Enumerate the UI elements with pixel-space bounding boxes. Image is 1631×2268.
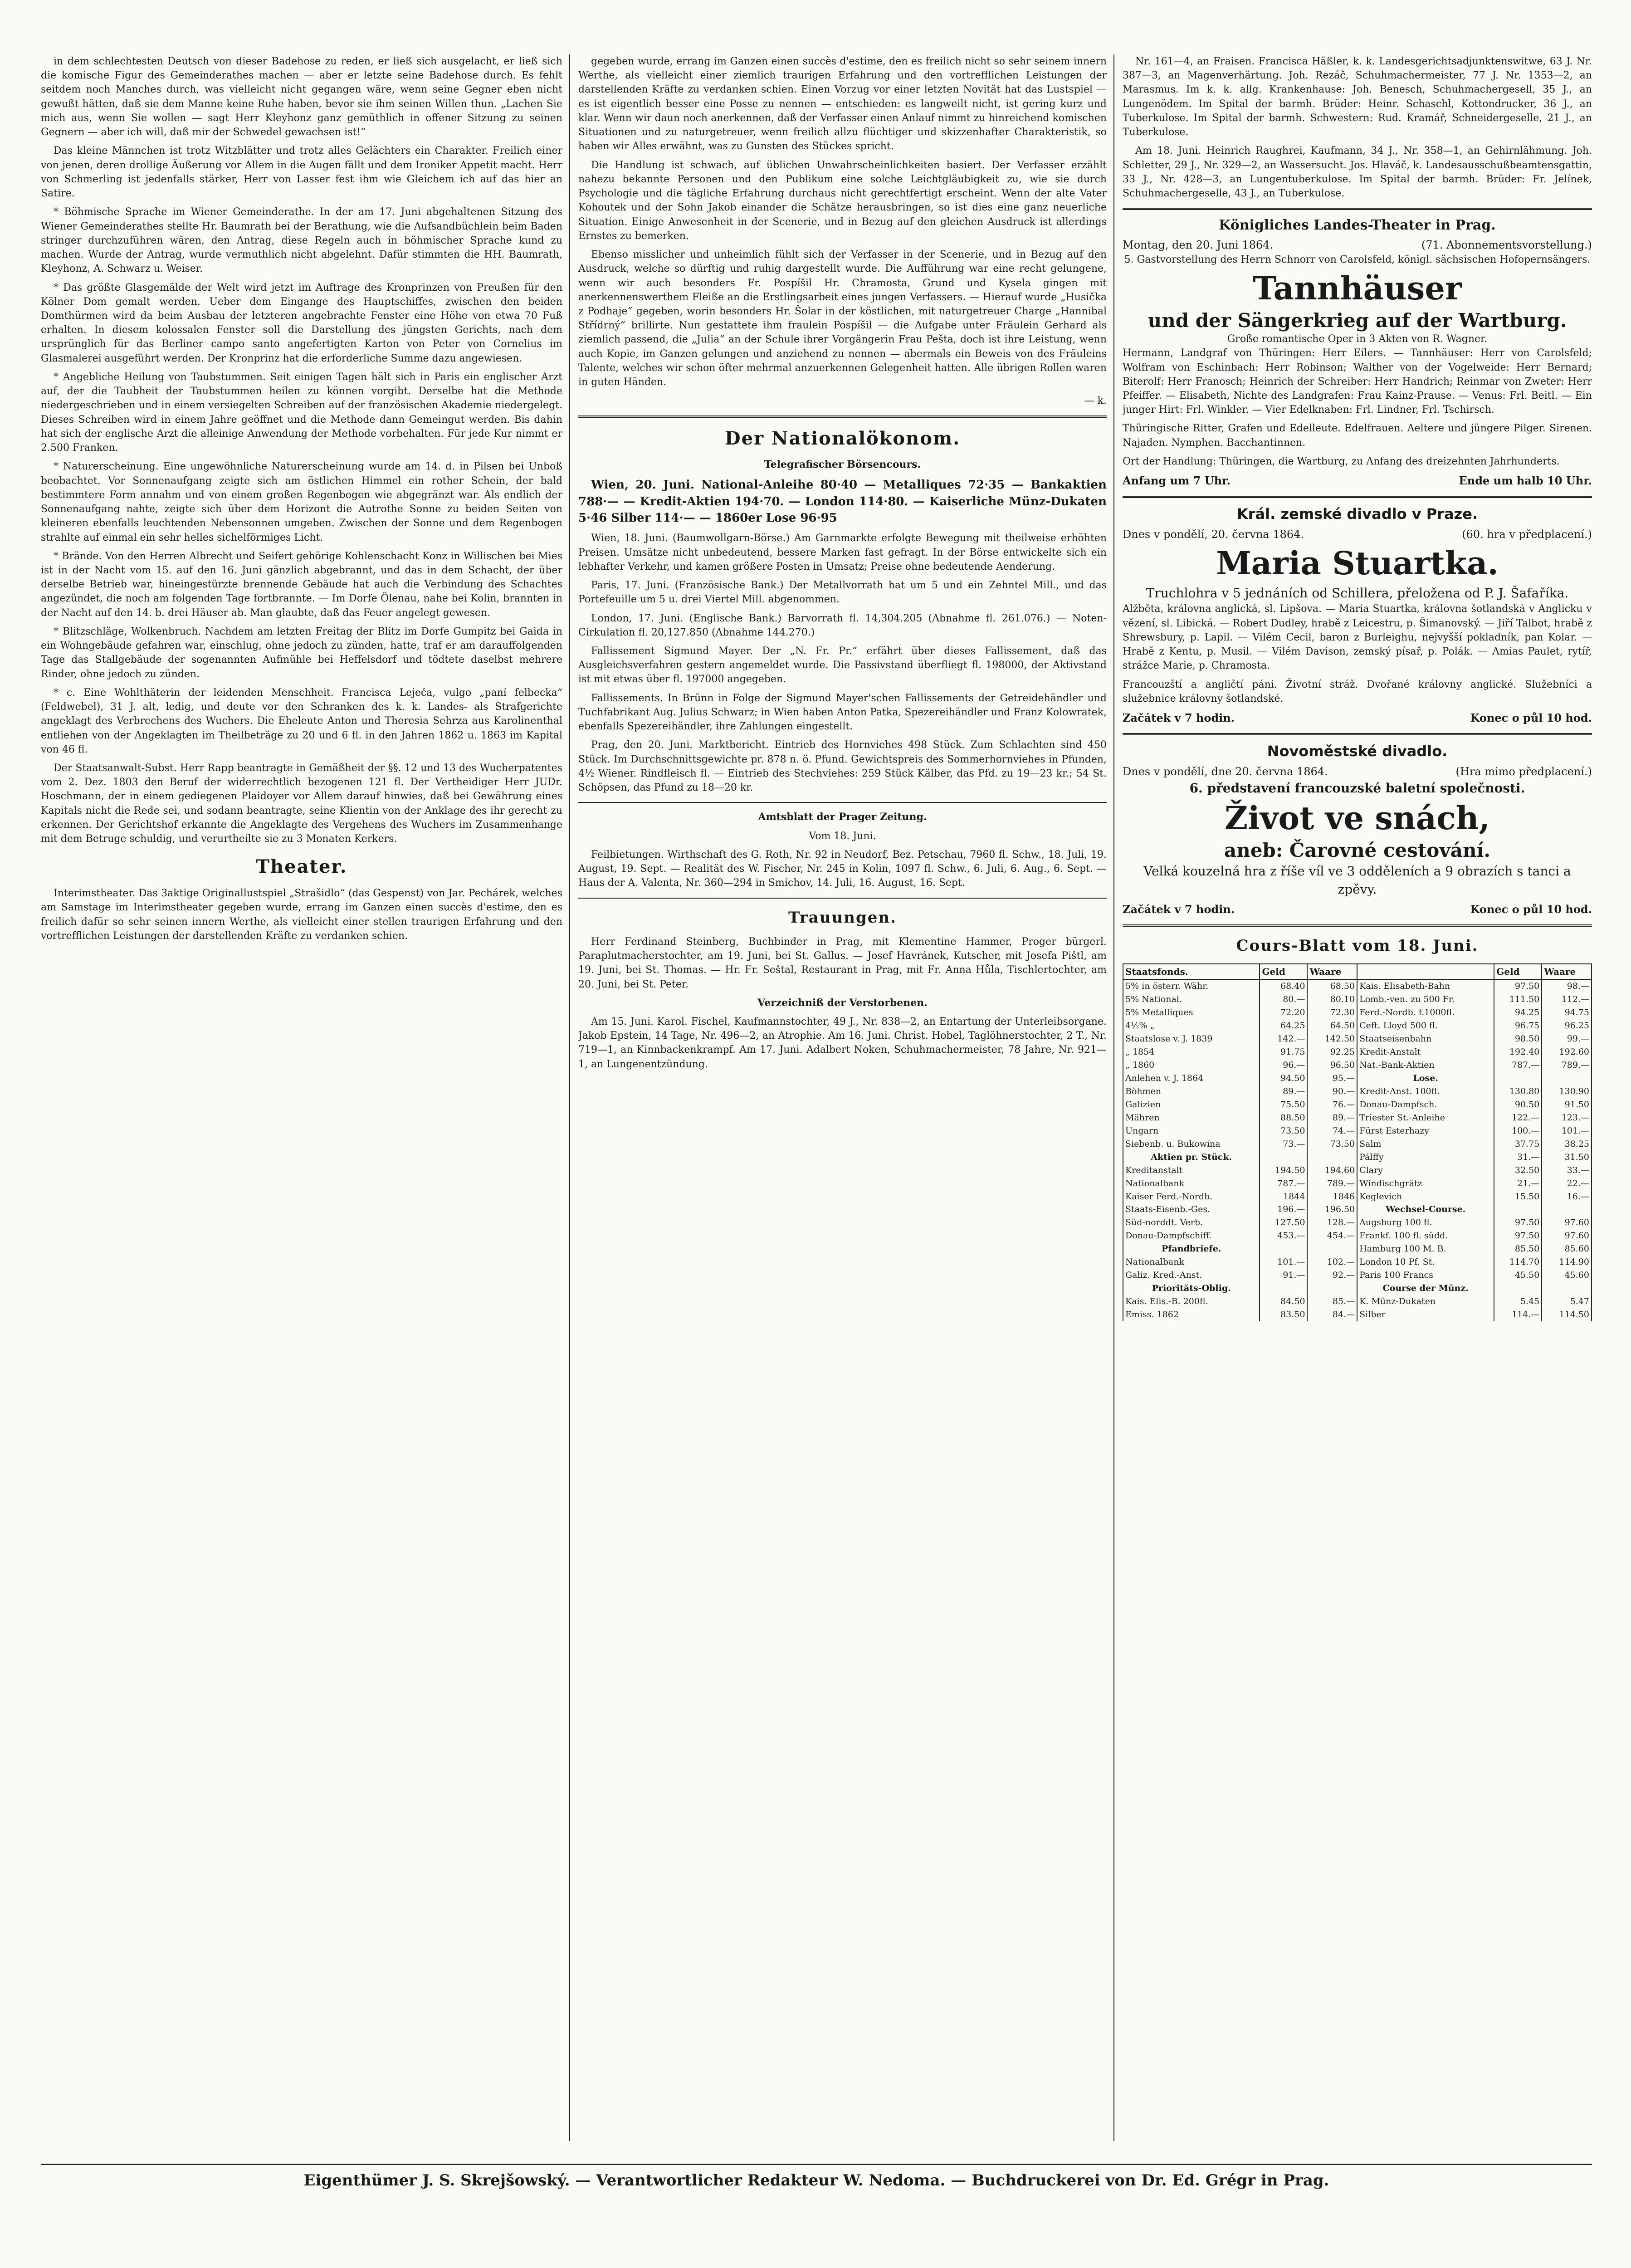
article-paragraph: * Naturerscheinung. Eine ungewöhnliche Naturerscheinung wurde am 14. d. in Pilsen bei Unboß beobachtet. Vor Sonnenaufgang zeigte sich am östlichen Himmel ein rother Schein, der bald bestimmtere Form annahm und von einem großen Regenbogen wie abgegränzt war. Als endlich der Sonnenaufgang nahte, zeigte sich über dem Horizont die Autrothe Sonne zu beiden Seiten von kleineren ebenfalls leuchtenden Nebensonnen umgeben. Zwischen der Sonne und dem Regenbogen strahlte auf einmal ein sehr helles sichelförmiges Licht. — [41, 461, 562, 543]
table-cell: 192.40 — [1494, 1046, 1542, 1059]
table-row — [1123, 1111, 1592, 1124]
table-cell: 83.50 — [1260, 1308, 1307, 1321]
table-cell: 72.20 — [1260, 1006, 1307, 1019]
table-cell: 96.75 — [1494, 1019, 1542, 1032]
article-paragraph: Prag, den 20. Juni. Marktbericht. Eintrieb des Hornviehes 498 Stück. Zum Schlachten sind 450 Stück. Im Durchschnittsgewichte pr. 878 n. ö. Pfund. Gewichtspreis des Sommerhornviehes in Pfunden, 4½ Wiener. Rindfleisch fl. — Eintrieb des Stechviehes: 259 Stück Kälber, das Pfd. zu 19—23 kr.; 54 St. Schöpsen, das Pfund zu 18—20 kr. — [578, 739, 1107, 794]
table-cell: 97.50 — [1494, 1229, 1542, 1242]
table-cell: Lose. — [1357, 1072, 1494, 1085]
column-rule — [569, 54, 570, 2141]
table-cell — [1494, 1282, 1542, 1295]
table-cell: 76.— — [1307, 1098, 1357, 1111]
ad-title: Život ve snách, — [1225, 799, 1490, 837]
table-cell: 454.— — [1307, 1229, 1357, 1242]
ad-desc: Große romantische Oper in 3 Akten von R. Wagner. — [1227, 333, 1488, 345]
table-header: Geld — [1260, 964, 1307, 979]
table-row — [1123, 1282, 1592, 1295]
table-cell: 45.60 — [1542, 1269, 1592, 1282]
subheading: Telegrafischer Börsencours. — [764, 459, 921, 471]
table-cell: Kais. Elis.-B. 200fl. — [1123, 1295, 1260, 1308]
table-cell: 130.80 — [1494, 1085, 1542, 1098]
table-cell: 122.— — [1494, 1111, 1542, 1124]
table-cell: Hamburg 100 M. B. — [1357, 1242, 1494, 1256]
table-row — [1123, 1269, 1592, 1282]
advert-tannhauser — [1123, 217, 1592, 489]
table-row — [1123, 993, 1592, 1006]
advert-maria-stuartka — [1123, 505, 1592, 726]
article-paragraph: Fallissement Sigmund Mayer. Der „N. Fr. Pr.“ erfährt über dieses Fallissement, daß das Ausgleichsverfahren gestern angemeldet wurde. Die Passivstand überfliegt fl. 198000, der Aktivstand ist mit etwas über fl. 197000 angegeben. — [578, 645, 1107, 685]
table-cell: 73.50 — [1260, 1124, 1307, 1138]
table-cell — [1260, 1151, 1307, 1164]
table-cell: 97.60 — [1542, 1216, 1592, 1229]
table-cell: 94.75 — [1542, 1006, 1592, 1019]
table-cell: 96.25 — [1542, 1019, 1592, 1032]
table-row — [1123, 1256, 1592, 1269]
table-cell: 1846 — [1307, 1190, 1357, 1203]
table-cell: Donau-Dampfsch. — [1357, 1098, 1494, 1111]
table-cell: 89.— — [1307, 1111, 1357, 1124]
table-cell: 96.— — [1260, 1059, 1307, 1072]
article-paragraph: * Blitzschläge, Wolkenbruch. Nachdem am letzten Freitag der Blitz im Dorfe Gumpitz bei Gaida in ein Wohngebäude gefahren war, einschlug, ohne jedoch zu zünden, hatte, traf er am darauffolgenden Tage das Stallgebäude der sogenannten Aufmühle bei Heffelsdorf und tödtete daselbst mehrere Rinder, ohne jedoch zu zünden. — [41, 626, 562, 680]
ad-place: Ort der Handlung: Thüringen, die Wartburg, zu Anfang des dreizehnten Jahrhunderts. — [1123, 455, 1560, 467]
table-cell: 5.45 — [1494, 1295, 1542, 1308]
table-cell: Keglevich — [1357, 1190, 1494, 1203]
divider — [578, 802, 1107, 803]
table-cell: „ 1854 — [1123, 1046, 1260, 1059]
ad-abo: (Hra mimo předplacení.) — [1455, 765, 1592, 778]
table-cell: 91.75 — [1260, 1046, 1307, 1059]
table-cell: 453.— — [1260, 1229, 1307, 1242]
table-cell — [1542, 1203, 1592, 1216]
column-rule — [1113, 54, 1114, 2141]
table-cell — [1307, 1242, 1357, 1256]
table-cell: 92.25 — [1307, 1046, 1357, 1059]
table-cell: Nationalbank — [1123, 1177, 1260, 1190]
ad-desc: Truchlohra v 5 jednáních od Schillera, přeložena od P. J. Šafaříka. — [1146, 585, 1569, 601]
table-row — [1123, 1308, 1592, 1321]
table-cell: 101.— — [1260, 1256, 1307, 1269]
divider — [1123, 496, 1592, 498]
table-cell: Kreditanstalt — [1123, 1164, 1260, 1177]
table-cell: 128.— — [1307, 1216, 1357, 1229]
table-cell: 32.50 — [1494, 1164, 1542, 1177]
table-cell: 72.30 — [1307, 1006, 1357, 1019]
article-paragraph: Ebenso misslicher und unheimlich fühlt sich der Verfasser in der Scenerie, und in Bezug auf den Ausdruck, welche so dürftig und ruhig dargestellt wurde. Die Aufführung war eine recht gelungene, wenn wir auch besonders Fr. Pospíšil Hr. Chramosta, Grund und Kysela gingen mit anerkennenswerthem Fleiße an die Erstlingsarbeit eines jungen Verfassers. — Hierauf wurde „Husička z Podhaje“ gegeben, worin besonders Hr. Šolar in der köstlichen, mit naturgetreuer Charge „Hannibal Střídrný“ brillirte. Nun gestattete ihm fraulein Pospíšil — die Aufgabe unter Fräulein Gerhard als ziemlich passend, die „Julia“ an der Schule ihrer Vorgängerin Frau Pešta, doch ist ihre Leistung, wenn auch Kopie, im Ganzen gelungen und anziehend zu nennen — abermals ein Beweis von des Fräuleins Talente, welches wir schon öfter mehrmal anzuerkennen Gelegenheit hatten. Alle übrigen Rollen waren in guten Händen. — [578, 249, 1107, 388]
table-cell: Mähren — [1123, 1111, 1260, 1124]
table-cell: 95.— — [1307, 1072, 1357, 1085]
table-cell: „ 1860 — [1123, 1059, 1260, 1072]
table-cell — [1260, 1282, 1307, 1295]
article-paragraph: Interimstheater. Das 3aktige Originallustspiel „Strašidlo“ (das Gespenst) von Jar. Pechárek, welches am Samstage im Interimstheater gegeben wurde, errang im Ganzen einen succès d'estime, den es freilich dafür so sehr seinen innern Werthe, als vielleicht einer stellen traurigen Erfahrung und den vortrefflichen Leistungen der darstellenden Kräfte zu verdanken schien. — [41, 888, 562, 942]
table-header: Geld — [1494, 964, 1542, 979]
divider — [1123, 733, 1592, 735]
table-row — [1123, 1216, 1592, 1229]
table-row — [1123, 1059, 1592, 1072]
table-cell: K. Münz-Dukaten — [1357, 1295, 1494, 1308]
table-cell: 31.50 — [1542, 1151, 1592, 1164]
table-header — [1357, 964, 1494, 979]
table-cell: 102.— — [1307, 1256, 1357, 1269]
table-cell: Ceft. Lloyd 500 fl. — [1357, 1019, 1494, 1032]
table-cell: Course der Münz. — [1357, 1282, 1494, 1295]
signature: — k. — [1084, 395, 1107, 407]
table-cell: 142.50 — [1307, 1032, 1357, 1046]
table-cell: Kaiser Ferd.-Nordb. — [1123, 1190, 1260, 1203]
table-cell: 100.— — [1494, 1124, 1542, 1138]
table-cell: Frankf. 100 fl. südd. — [1357, 1229, 1494, 1242]
table-cell: 90.— — [1307, 1085, 1357, 1098]
table-cell: 130.90 — [1542, 1085, 1592, 1098]
ad-end: Ende um halb 10 Uhr. — [1459, 474, 1592, 488]
table-cell: Donau-Dampfschiff. — [1123, 1229, 1260, 1242]
ad-abo: (60. hra v předplacení.) — [1462, 528, 1592, 541]
ad-chorus: Thüringische Ritter, Grafen und Edelleute. Edelfrauen. Aeltere und jüngere Pilger. Sirenen. Najaden. Nymphen. Bacchantinnen. — [1123, 423, 1592, 449]
article-paragraph: in dem schlechtesten Deutsch von dieser Badehose zu reden, er ließ sich ausgelacht, er ließ sich die komische Figur des Gemeinderathes machen — aber er letzte seine Badehose durch. Es fehlt seitdem noch Manches durch, was vielleicht nicht gegangen wäre, wenn seine Gegner eben nicht gewußt hätten, daß sie dem Manne keine Ruhe haben, bevor sie ihm seinen Willen thun. „Lachen Sie mich aus, wenn Sie wollen — sagt Herr Kleyhonz ganz gemüthlich in offener Sitzung zu seinen Gegnern — aber ich will, daß mir der Schwedel gewachsen ist!“ — [41, 56, 562, 138]
ad-start: Anfang um 7 Uhr. — [1123, 474, 1231, 488]
article-paragraph: Feilbietungen. Wirthschaft des G. Roth, Nr. 92 in Neudorf, Bez. Petschau, 7960 fl. Schw., 18. Juli, 19. August, 19. Sept. — Realität des W. Fischer, Nr. 245 in Kolin, 1097 fl. Schw., 6. Juli, 6. Aug., 6. Sept. — Haus der A. Valenta, Nr. 360—294 in Smíchov, 14. Juli, 16. August, 16. Sept. — [578, 849, 1107, 889]
table-cell: Galiz. Kred.-Anst. — [1123, 1269, 1260, 1282]
table-cell: 64.25 — [1260, 1019, 1307, 1032]
table-cell: 787.— — [1260, 1177, 1307, 1190]
table-row — [1123, 1085, 1592, 1098]
table-cell: 98.— — [1542, 979, 1592, 993]
article-paragraph: Nr. 161—4, an Fraisen. Francisca Häßler, k. k. Landesgerichtsadjunktenswitwe, 63 J. Nr. 387—3, an Magenverhärtung. Joh. Rezáč, Schuhmachermeister, 77 J. Nr. 1353—2, an Marasmus. Im k. k. allg. Krankenhause: Joh. Benesch, Schuhmachergesell, 35 J., an Lungenödem. Im Spital der barmh. Brüder: Heinr. Schaschl, Kottondrucker, 36 J., an Tuberkulose. Im Spital der barmh. Schwestern: Rud. Kramář, Schneidergeselle, 21 J., an Tuberkulose. — [1123, 56, 1592, 138]
table-cell: Nationalbank — [1123, 1256, 1260, 1269]
article-paragraph: London, 17. Juni. (Englische Bank.) Barvorrath fl. 14,304.205 (Abnahme fl. 261.076.) — Noten-Cirkulation fl. 20,127.850 (Abnahme 144.270.) — [578, 612, 1107, 638]
table-cell: 92.— — [1307, 1269, 1357, 1282]
article-paragraph: Der Staatsanwalt-Subst. Herr Rapp beantragte in Gemäßheit der §§. 12 und 13 des Wucherpatentes vom 2. Dez. 1803 den Beruf der widerrechtlich bezogenen 121 fl. Der Vertheidiger Herr JUDr. Hoschmann, der in einem gediegenen Plaidoyer vor Allem darauf hinwies, daß bei Gewährung eines Kapitals nicht die Rede sei, und sodann beantragte, seine Klientin von der Anklage des ihr gerecht zu erkennen. Der Gerichtshof erkannte die Angeklagte des Vergehens des Wuchers im Zusammenhange mit dem Betruge schuldig, und verurtheilte sie zu 3 Monaten Kerkers. — [41, 763, 562, 845]
ad-subtitle: und der Sängerkrieg auf der Wartburg. — [1148, 309, 1567, 332]
table-cell: 4½% „ — [1123, 1019, 1260, 1032]
table-cell: 85.60 — [1542, 1242, 1592, 1256]
table-row — [1123, 1177, 1592, 1190]
table-cell: Wechsel-Course. — [1357, 1203, 1494, 1216]
table-cell: Paris 100 Francs — [1357, 1269, 1494, 1282]
divider — [1123, 208, 1592, 210]
ad-title: Tannhäuser — [1253, 269, 1462, 307]
table-cell: Kredit-Anst. 100fl. — [1357, 1085, 1494, 1098]
ad-header: Král. zemské divadlo v Praze. — [1236, 505, 1478, 523]
divider — [1123, 924, 1592, 927]
imprint-footer: Eigenthümer J. S. Skrejšowský. — Verantwortlicher Redakteur W. Nedoma. — Buchdruckerei von Dr. Ed. Grégr in Prag. — [41, 2164, 1592, 2190]
table-cell: 5% in österr. Währ. — [1123, 979, 1260, 993]
table-cell: 80.10 — [1307, 993, 1357, 1006]
table-cell: Pálffy — [1357, 1151, 1494, 1164]
table-cell: 196.— — [1260, 1203, 1307, 1216]
table-cell: 101.— — [1542, 1124, 1592, 1138]
ad-start: Začátek v 7 hodin. — [1123, 903, 1235, 916]
table-cell: 94.50 — [1260, 1072, 1307, 1085]
table-cell: Prioritäts-Oblig. — [1123, 1282, 1260, 1295]
article-paragraph: Herr Ferdinand Steinberg, Buchbinder in Prag, mit Klementine Hammer, Proger bürgerl. Paraplutmacherstochter, am 19. Juni, bei St. Gallus. — Josef Havránek, Kutscher, mit Josefa Pištl, am 19. Juni, bei St. Thomas. — Hr. Fr. Seštal, Restaurant in Prag, mit Fr. Anna Hůla, Tischlertochter, am 20. Juni, bei St. Peter. — [578, 936, 1107, 990]
table-row — [1123, 1164, 1592, 1177]
table-row — [1123, 1124, 1592, 1138]
table-cell: 85.50 — [1494, 1242, 1542, 1256]
table-cell — [1542, 1282, 1592, 1295]
table-cell: Nat.-Bank-Aktien — [1357, 1059, 1494, 1072]
table-row — [1123, 1032, 1592, 1046]
table-cell: 123.— — [1542, 1111, 1592, 1124]
subheading: Verzeichniß der Verstorbenen. — [757, 997, 928, 1009]
table-cell: Windischgrätz — [1357, 1177, 1494, 1190]
article-paragraph: * Das größte Glasgemälde der Welt wird jetzt im Auftrage des Kronprinzen von Preußen für den Kölner Dom gemalt werden. Ueber dem Eingange des Hauptschiffes, zwischen den beiden Domthürmen wird da beim Ausbau der letzteren angebrachte Fenster eine Höhe von etwa 70 Fuß erhalten. In diesem kolossalen Fenster soll die Darstellung des jüngsten Gerichts, nach dem ursprünglich für das Berliner campo santo angefertigten Karton von Peter von Cornelius im Glasmalerei ausgeführt werden. Der Kronprinz hat die erforderliche Summe dazu angewiesen. — [41, 282, 562, 364]
table-cell: Siebenb. u. Bukowina — [1123, 1138, 1260, 1151]
article-paragraph: Am 15. Juni. Karol. Fischel, Kaufmannstochter, 49 J., Nr. 838—2, an Entartung der Unterleibsorgane. Jakob Epstein, 14 Tage, Nr. 496—2, an Atrophie. Am 16. Juni. Christ. Hobel, Taglöhnerstochter, 2 T., Nr. 719—1, an Kinnbackenkrampf. Am 17. Juni. Adalbert Noken, Schuhmachermeister, 78 Jahre, Nr. 921—1, an Lungenentzündung. — [578, 1016, 1107, 1070]
section-title-weddings: Trauungen. — [788, 908, 897, 927]
ad-guest: 5. Gastvorstellung des Herrn Schnorr von Carolsfeld, königl. sächsischen Hofopernsängers. — [1124, 254, 1591, 266]
subheading-date: Vom 18. Juni. — [809, 830, 876, 842]
table-header: Staatsfonds. — [1123, 964, 1260, 979]
table-cell — [1542, 1072, 1592, 1085]
table-cell: 99.— — [1542, 1032, 1592, 1046]
table-cell: 91.50 — [1542, 1098, 1592, 1111]
table-row — [1123, 1203, 1592, 1216]
table-cell: 88.50 — [1260, 1111, 1307, 1124]
table-cell: 22.— — [1542, 1177, 1592, 1190]
column-right — [1123, 54, 1592, 2141]
table-cell: 33.— — [1542, 1164, 1592, 1177]
section-title-economist: Der Nationalökonom. — [724, 427, 961, 449]
table-cell: 787.— — [1494, 1059, 1542, 1072]
table-row — [1123, 1229, 1592, 1242]
table-cell: Anlehen v. J. 1864 — [1123, 1072, 1260, 1085]
article-paragraph: Paris, 17. Juni. (Französische Bank.) Der Metallvorrath hat um 5 und ein Zehntel Mill., und das Portefeuille um 5 u. drei Viertel Mill. abgenommen. — [578, 580, 1107, 606]
table-cell: 192.60 — [1542, 1046, 1592, 1059]
table-cell: 38.25 — [1542, 1138, 1592, 1151]
ad-desc: Velká kouzelná hra z říše víl ve 3 odděleních a 9 obrazích s tanci a zpěvy. — [1143, 863, 1571, 897]
table-row — [1123, 1242, 1592, 1256]
table-cell: 89.— — [1260, 1085, 1307, 1098]
section-title-theater: Theater. — [256, 856, 347, 878]
table-cell: 31.— — [1494, 1151, 1542, 1164]
ad-perf: 6. představení francouzské baletní společnosti. — [1189, 780, 1525, 796]
table-cell: 114.70 — [1494, 1256, 1542, 1269]
table-cell: Staatslose v. J. 1839 — [1123, 1032, 1260, 1046]
table-row — [1123, 1046, 1592, 1059]
table-cell: 16.— — [1542, 1190, 1592, 1203]
table-header: Waare — [1307, 964, 1357, 979]
ad-header: Novoměstské divadlo. — [1267, 743, 1448, 760]
ad-title: Maria Stuartka. — [1216, 544, 1499, 582]
table-cell: 114.— — [1494, 1308, 1542, 1321]
table-cell: 21.— — [1494, 1177, 1542, 1190]
table-cell: Staats-Eisenb.-Ges. — [1123, 1203, 1260, 1216]
table-cell: 37.75 — [1494, 1138, 1542, 1151]
table-cell: Süd-norddt. Verb. — [1123, 1216, 1260, 1229]
table-header: Waare — [1542, 964, 1592, 979]
table-cell: Aktien pr. Stück. — [1123, 1151, 1260, 1164]
ad-abo: (71. Abonnementsvorstellung.) — [1421, 239, 1592, 252]
article-paragraph: Am 18. Juni. Heinrich Raughrei, Kaufmann, 34 J., Nr. 358—1, an Gehirnlähmung. Joh. Schletter, 29 J., Nr. 329—2, an Wassersucht. Jos. Hlaváč, k. Landesausschußbeamtensgattin, 33 J., Nr. 428—3, an Lungentuberkulose. Im Spital der barmh. Brüder: Fr. Jelínek, Schuhmachergeselle, 43 J., an Tuberkulose. — [1123, 145, 1592, 200]
ad-subtitle: aneb: Čarovné cestování. — [1224, 839, 1491, 862]
ad-cast: Hermann, Landgraf von Thüringen: Herr Eilers. — Tannhäuser: Herr von Carolsfeld; Wolfram von Eschinbach: Herr Robinson; Walther von der Vogelweide: Herr Bernard; Biterolf: Herr Franosch; Heinrich der Schreiber: Herr Handrich; Reinmar von Zweter: Herr Pfeiffer. — Elisabeth, Nichte des Landgrafen: Frau Kainz-Prause. — Venus: Frl. Beitl. — Ein junger Hirt: Frl. Winkler. — Vier Edelknaben: Frl. Lindner, Frl. Tschirsch. — [1123, 347, 1592, 416]
table-row — [1123, 1019, 1592, 1032]
table-cell: 80.— — [1260, 993, 1307, 1006]
table-cell: 73.50 — [1307, 1138, 1357, 1151]
table-cell: 111.50 — [1494, 993, 1542, 1006]
ad-end: Konec o půl 10 hod. — [1470, 711, 1592, 725]
divider — [578, 898, 1107, 899]
ad-date: Dnes v pondělí, 20. června 1864. — [1123, 528, 1304, 541]
table-cell: 84.— — [1307, 1308, 1357, 1321]
table-cell: 64.50 — [1307, 1019, 1357, 1032]
table-cell: Augsburg 100 fl. — [1357, 1216, 1494, 1229]
table-cell — [1260, 1242, 1307, 1256]
ad-date: Dnes v pondělí, dne 20. června 1864. — [1123, 765, 1328, 778]
table-cell — [1307, 1151, 1357, 1164]
subheading: Amtsblatt der Prager Zeitung. — [758, 811, 927, 823]
exchange-table — [1123, 963, 1592, 1322]
article-paragraph: * Böhmische Sprache im Wiener Gemeinderathe. In der am 17. Juni abgehaltenen Sitzung des Wiener Gemeinderathes stellte Hr. Baumrath bei der Berathung, wie die Aufsandbüchlein beim Baden stringer durchzuführen wären, den Antrag, diese Regeln auch in böhmischer Sprache kund zu machen. Wurde der Antrag, wurde vermuthlich nicht abgelehnt. Dafür stimmten die HH. Baumrath, Kleyhonz, A. Schwarz u. Weiser. — [41, 206, 562, 275]
table-cell: 1844 — [1260, 1190, 1307, 1203]
table-cell: 84.50 — [1260, 1295, 1307, 1308]
table-cell: 194.60 — [1307, 1164, 1357, 1177]
table-cell: Staatseisenbahn — [1357, 1032, 1494, 1046]
table-cell: 114.50 — [1542, 1308, 1592, 1321]
article-paragraph: Fallissements. In Brünn in Folge der Sigmund Mayer'schen Fallissements der Getreidehändler und Tuchfabrikant Aug. Julius Schwarz; in Wien haben Anton Patka, Spezereihändler und Franz Kolowratek, ebenfalls Spezereihändler, ihre Zahlungen eingestellt. — [578, 692, 1107, 733]
table-cell: Ferd.-Nordb. f.1000fl. — [1357, 1006, 1494, 1019]
table-row — [1123, 1151, 1592, 1164]
table-cell: 97.50 — [1494, 1216, 1542, 1229]
article-paragraph: Das kleine Männchen ist trotz Witzblätter und trotz alles Gelächters ein Charakter. Freilich einer von jenen, deren drollige Äußerung vor Allem in die Augen fällt und dem Ironiker Appetit macht. Herr von Schmerling ist jedenfalls stärker, Herr von Lasser fest ihm wie Gleichem ich auf das hier an Satire. — [41, 145, 562, 200]
article-paragraph: gegeben wurde, errang im Ganzen einen succès d'estime, den es freilich nicht so sehr seinem innern Werthe, als vielleicht einer ziemlich traurigen Erfahrung und den vortrefflichen Leistungen der darstellenden Kräfte zu verdanken schien. Einen Vorzug vor einer letzten Novität hat das Lustspiel — es ist eigentlich besser eine Posse zu nennen — entschieden: es langweilt nicht, ist gering kurz und klar. Wenn wir daun noch anerkennen, daß der Verfasser einen Anlauf nimmt zu hinreichend komischen Situationen und zu naturgetreuer, wenn freilich allzu flüchtiger und skizzenhafter Charakteristik, so haben wir Alles erwähnt, was zu Gunsten des Stückes spricht. — [578, 56, 1107, 152]
table-cell: London 10 Pf. St. — [1357, 1256, 1494, 1269]
column-left — [41, 54, 562, 2141]
table-cell: 75.50 — [1260, 1098, 1307, 1111]
ad-end: Konec o půl 10 hod. — [1470, 903, 1592, 916]
table-cell: 5% Metalliques — [1123, 1006, 1260, 1019]
table-cell: 94.25 — [1494, 1006, 1542, 1019]
newspaper-page — [41, 54, 1592, 2245]
table-cell: 127.50 — [1260, 1216, 1307, 1229]
table-cell: 5.47 — [1542, 1295, 1592, 1308]
table-cell: 789.— — [1542, 1059, 1592, 1072]
table-cell: Silber — [1357, 1308, 1494, 1321]
article-paragraph: * Angebliche Heilung von Taubstummen. Seit einigen Tagen hält sich in Paris ein englischer Arzt auf, der die Taubheit der Taubstummen heilen zu können vorgibt. Derselbe hat die Methode niedergeschrieben und in einem versiegelten Schreiben auf der französischen Akademie niedergelegt. Dieses Schreiben wird in einem Jahre geöffnet und die Methode dann Gemeingut werden. Bis dahin hat sich der englische Arzt die alleinige Anwendung der Methode vorbehalten. Für jede Kur nimmt er 2.500 Franken. — [41, 371, 562, 454]
table-cell: 68.40 — [1260, 979, 1307, 993]
table-cell: 90.50 — [1494, 1098, 1542, 1111]
table-cell: 142.— — [1260, 1032, 1307, 1046]
table-cell: 98.50 — [1494, 1032, 1542, 1046]
table-cell: Salm — [1357, 1138, 1494, 1151]
table-cell: Kredit-Anstalt — [1357, 1046, 1494, 1059]
table-cell: Ungarn — [1123, 1124, 1260, 1138]
table-row — [1123, 979, 1592, 993]
ad-start: Začátek v 7 hodin. — [1123, 711, 1235, 725]
table-cell: 112.— — [1542, 993, 1592, 1006]
table-cell: 5% National. — [1123, 993, 1260, 1006]
table-cell: Emiss. 1862 — [1123, 1308, 1260, 1321]
table-cell: 96.50 — [1307, 1059, 1357, 1072]
ad-header: Königliches Landes-Theater in Prag. — [1219, 217, 1496, 234]
table-cell: 114.90 — [1542, 1256, 1592, 1269]
table-cell — [1494, 1203, 1542, 1216]
table-cell — [1307, 1282, 1357, 1295]
article-paragraph: * Brände. Von den Herren Albrecht und Seifert gehörige Kohlenschacht Konz in Willischen bei Mies ist in der Nacht vom 15. auf den 16. Juni gänzlich abgebrannt, und das in dem Schacht, der über derselbe Betrieb war, hineingestürzte brennende Gebäude hat auch die Verbindung des Schachtes angezündet, die noch am folgenden Tage fortbrannte. — Im Dorfe Ölenau, nahe bei Kolin, brannten in der Nacht auf den 14. b. drei Häuser ab. Man glaubte, daß das Feuer angelegt gewesen. — [41, 550, 562, 619]
table-cell: Lomb.-ven. zu 500 Fr. — [1357, 993, 1494, 1006]
table-row — [1123, 1295, 1592, 1308]
table-row — [1123, 1190, 1592, 1203]
table-row — [1123, 1072, 1592, 1085]
table-cell: 196.50 — [1307, 1203, 1357, 1216]
article-paragraph: Wien, 18. Juni. (Baumwollgarn-Börse.) Am Garnmarkte erfolgte Bewegung mit theilweise erhöhten Preisen. Umsätze nicht unbedeutend, bessere Marken fast gefragt. In der Börse entwickelte sich ein lebhafter Verkehr, und kamen größere Posten in Umsatz; Preise ohne bedeutende Aenderung. — [578, 533, 1107, 572]
article-paragraph: Die Handlung ist schwach, auf üblichen Unwahrscheinlichkeiten basiert. Der Verfasser erzählt nahezu bekannte Personen und den Publikum eine solche Leichtgläubigkeit zu, wie sie durch Psychologie und die tägliche Erfahrung durchaus nicht gerechtfertigt erscheint. Wenn der alte Vater Kohoutek und der Sohn Jakob einander die Schätze herausbringen, so ist dies eine ganz neuerliche Situation. Einige Anwesenheit in der Scenerie, und in Bezug auf den gleichen Ausdruck ist allerdings Ernstes zu bemerken. — [578, 159, 1107, 242]
table-cell: 789.— — [1307, 1177, 1357, 1190]
table-cell: Clary — [1357, 1164, 1494, 1177]
column-middle — [578, 54, 1107, 2141]
table-cell: 15.50 — [1494, 1190, 1542, 1203]
table-cell: 194.50 — [1260, 1164, 1307, 1177]
table-cell: 91.— — [1260, 1269, 1307, 1282]
table-row — [1123, 1138, 1592, 1151]
table-row — [1123, 1098, 1592, 1111]
table-cell: Fürst Esterhazy — [1357, 1124, 1494, 1138]
table-cell: 97.50 — [1494, 979, 1542, 993]
table-row — [1123, 1006, 1592, 1019]
table-cell: 85.— — [1307, 1295, 1357, 1308]
table-cell: 97.60 — [1542, 1229, 1592, 1242]
exchange-table-title: Cours-Blatt vom 18. Juni. — [1236, 937, 1479, 955]
advert-zivot-ve-snach — [1123, 743, 1592, 917]
table-cell — [1494, 1072, 1542, 1085]
table-cell: Triester St.-Anleihe — [1357, 1111, 1494, 1124]
article-paragraph: * c. Eine Wohlthäterin der leidenden Menschheit. Francisca Leječa, vulgo „paní felbecka“ (Feldwebel), 31 J. alt, ledig, und deute vor den Schranken des k. k. Landes- als Strafgerichte angeklagt des Verbrechens des Wuchers. Die Eheleute Anton und Theresia Sehrza aus Karolinenthal entliehen von der Angeklagten im Theilbeträge zu 20 und 6 fl. in den Jahren 1862 u. 1863 im Kapital von 46 fl. — [41, 687, 562, 755]
table-cell: Pfandbriefe. — [1123, 1242, 1260, 1256]
table-cell: 68.50 — [1307, 979, 1357, 993]
ad-cast: Alžběta, královna anglická, sl. Lipšova. — Maria Stuartka, královna šotlandská v Anglicku v vězení, sl. Libická. — Robert Dudley, hrabě z Leicestru, p. Šimanovský. — Jiří Talbot, hrabě z Shrewsbury, p. Lapil. — Vilém Cecil, baron z Burleighu, nejvyšší pokladník, pan Kolar. — Hrabě z Kentu, p. Musil. — Vilém Davison, zemský písař, p. Polák. — Amias Paulet, rytíř, strážce Marie, p. Chramosta. — [1123, 603, 1592, 672]
divider — [578, 415, 1107, 418]
ad-chorus: Francouzští a angličtí páni. Životní stráž. Dvořané královny anglické. Služebníci a služebnice královny šotlandské. — [1123, 679, 1592, 704]
table-cell: Kais. Elisabeth-Bahn — [1357, 979, 1494, 993]
exchange-rates: Wien, 20. Juni. National-Anleihe 80·40 — Metalliques 72·35 — Bankaktien 788·— — Kredit-Aktien 194·70. — London 114·80. — Kaiserliche Münz-Dukaten 5·46 Silber 114·— — 1860er Lose 96·95 — [578, 478, 1107, 525]
table-cell: 73.— — [1260, 1138, 1307, 1151]
table-cell: Böhmen — [1123, 1085, 1260, 1098]
table-cell: Galizien — [1123, 1098, 1260, 1111]
table-cell: 45.50 — [1494, 1269, 1542, 1282]
ad-date: Montag, den 20. Juni 1864. — [1123, 239, 1274, 252]
table-cell: 74.— — [1307, 1124, 1357, 1138]
